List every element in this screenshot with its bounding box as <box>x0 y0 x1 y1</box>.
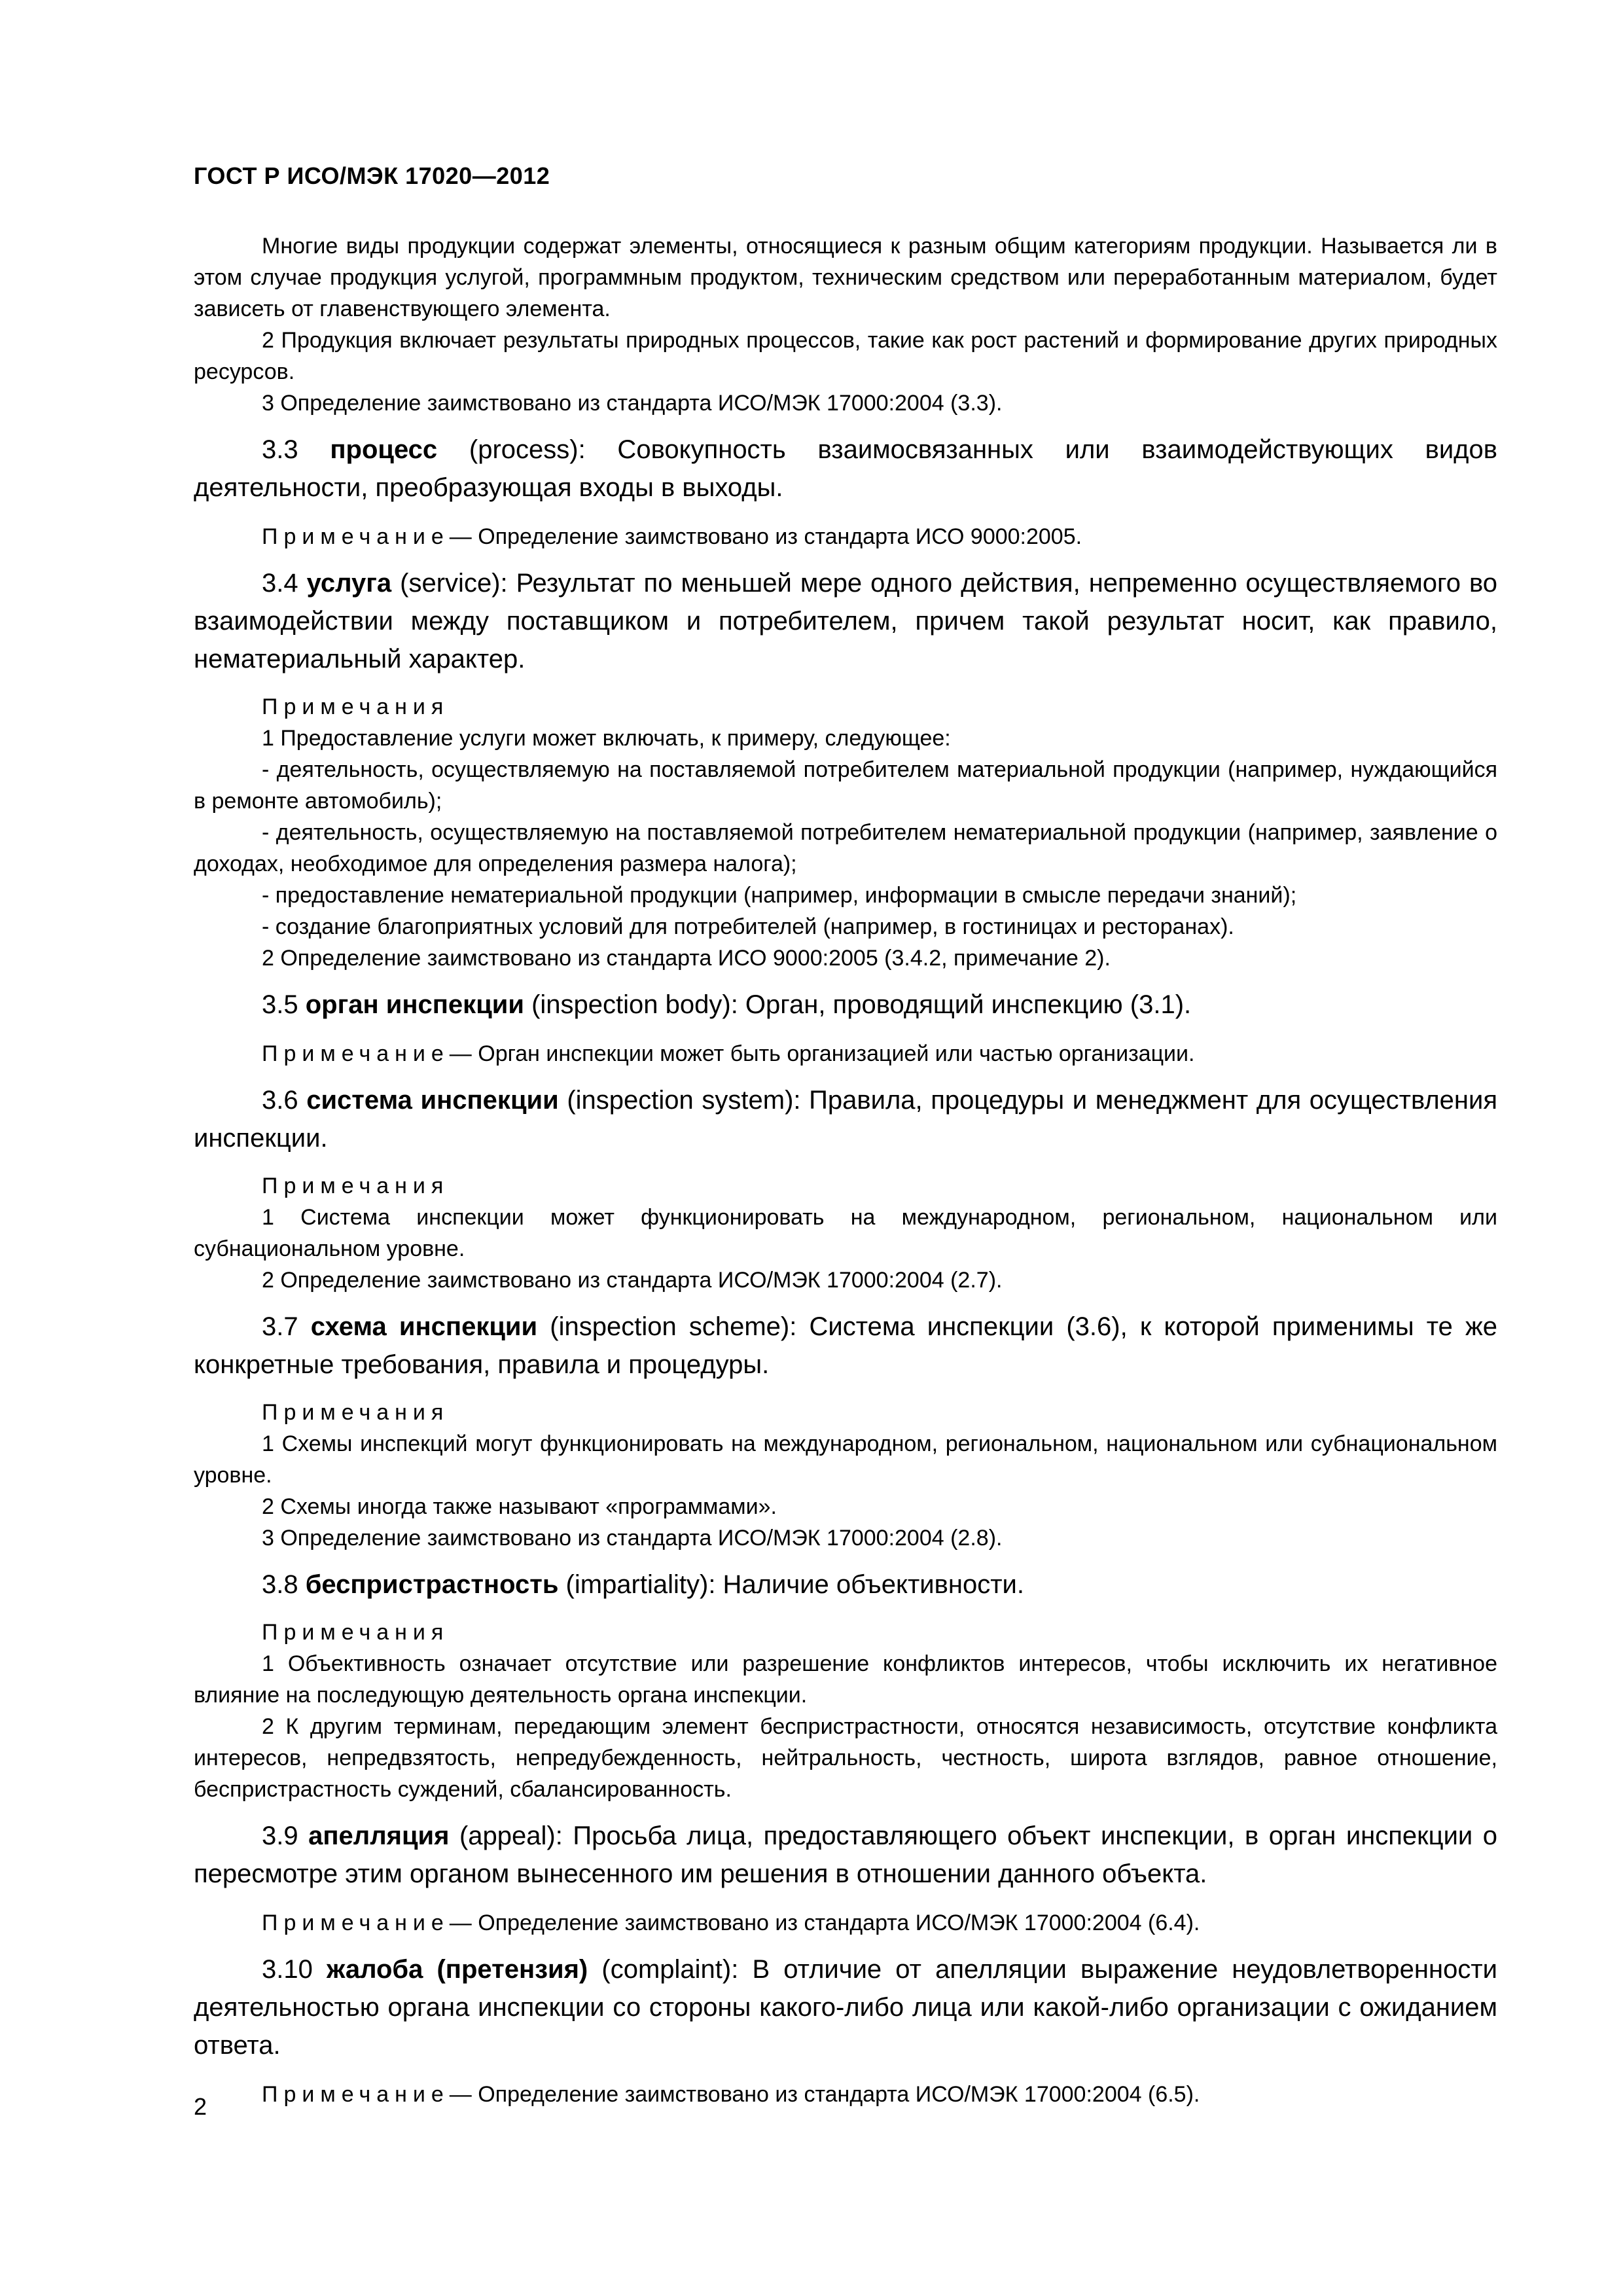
term-number: 3.9 <box>262 1821 309 1850</box>
note-3-7-1: 1 Схемы инспекций могут функционировать на международном, региональном, национальном или субнациональном уровне. <box>194 1431 1497 1488</box>
term-definition: (inspection system): Правила, процедуры и менеджмент для осуществления инспекции. <box>194 1086 1497 1153</box>
note-text: — Определение заимствовано из стандарта ИСО/МЭК 17000:2004 (6.5). <box>449 2082 1200 2107</box>
term-3-3 <box>194 431 1497 507</box>
note-3-4-bullet-1: - деятельность, осуществляемую на поставляемой потребителем материальной продукции (например, нуждающийся в ремонте автомобиль); <box>194 757 1497 814</box>
note-label: Примечание <box>262 2082 450 2107</box>
term-3-7 <box>194 1308 1497 1384</box>
intro-paragraph-2: 2 Продукция включает результаты природных процессов, такие как рост растений и формирование других природных ресурсов. <box>194 328 1497 384</box>
note-3-3 <box>194 521 1497 552</box>
notes-heading-3-4: Примечания <box>262 694 450 719</box>
term-name: схема инспекции <box>310 1312 538 1341</box>
term-number: 3.7 <box>262 1312 311 1341</box>
note-text: — Орган инспекции может быть организацией или частью организации. <box>449 1041 1195 1066</box>
note-3-5 <box>194 1038 1497 1069</box>
term-name: жалоба (претензия) <box>326 1955 588 1984</box>
term-number: 3.10 <box>262 1955 327 1984</box>
note-3-8-2: 2 К другим терминам, передающим элемент беспристрастности, относятся независимость, отсутствие конфликта интересов, непредвзятость, непредубежденность, нейтральность, честность, широта взглядов, равное отношение, беспристрастность суждений, сбалансированность. <box>194 1714 1497 1802</box>
term-3-6 <box>194 1081 1497 1157</box>
term-name: процесс <box>330 435 438 464</box>
note-3-4-bullet-3: - предоставление нематериальной продукции (например, информации в смысле передачи знаний); <box>262 883 1297 908</box>
term-number: 3.4 <box>262 569 307 598</box>
notes-heading-3-6: Примечания <box>262 1174 450 1198</box>
document-body <box>194 230 1497 2110</box>
term-definition: (appeal): Просьба лица, предоставляющего объект инспекции, в орган инспекции о пересмотре этим органом вынесенного им решения в отношении данного объекта. <box>194 1821 1498 1888</box>
note-3-10 <box>194 2079 1497 2110</box>
term-name: услуга <box>306 569 392 598</box>
term-definition: (inspection scheme): Система инспекции (3.6), к которой применимы те же конкретные требования, правила и процедуры. <box>194 1312 1497 1379</box>
term-name: орган инспекции <box>305 990 524 1019</box>
page-number: 2 <box>194 2093 207 2120</box>
term-name: система инспекции <box>306 1086 559 1115</box>
term-3-9 <box>194 1817 1497 1893</box>
term-definition: (process): Совокупность взаимосвязанных или взаимодействующих видов деятельности, преобразующая входы в выходы. <box>194 435 1498 502</box>
document-header: ГОСТ Р ИСО/МЭК 17020—2012 <box>194 162 550 189</box>
term-number: 3.5 <box>262 990 306 1019</box>
note-3-7-2: 2 Схемы иногда также называют «программами». <box>262 1494 777 1519</box>
note-label: Примечание <box>262 1910 450 1935</box>
notes-heading-3-7: Примечания <box>262 1400 450 1425</box>
note-label: Примечание <box>262 524 450 549</box>
term-definition: (complaint): В отличие от апелляции выражение неудовлетворенности деятельностью органа инспекции со стороны какого-либо лица или какой-либо организации с ожиданием ответа. <box>194 1955 1497 2060</box>
term-name: апелляция <box>308 1821 450 1850</box>
term-3-4 <box>194 564 1497 678</box>
term-number: 3.8 <box>262 1570 306 1599</box>
note-text: — Определение заимствовано из стандарта ИСО 9000:2005. <box>449 524 1082 549</box>
term-number: 3.3 <box>262 435 330 464</box>
note-3-4-1: 1 Предоставление услуги может включать, к примеру, следующее: <box>262 726 951 751</box>
term-3-8 <box>194 1566 1497 1604</box>
note-3-8-1: 1 Объективность означает отсутствие или разрешение конфликтов интересов, чтобы исключить их негативное влияние на последующую деятельность органа инспекции. <box>194 1651 1497 1708</box>
term-3-10 <box>194 1950 1497 2064</box>
term-definition: (impartiality): Наличие объективности. <box>558 1570 1024 1599</box>
term-number: 3.6 <box>262 1086 307 1115</box>
term-3-5 <box>194 986 1497 1024</box>
note-label: Примечание <box>262 1041 450 1066</box>
note-3-4-bullet-2: - деятельность, осуществляемую на поставляемой потребителем нематериальной продукции (например, заявление о доходах, необходимое для определения размера налога); <box>194 820 1497 876</box>
term-definition: (inspection body): Орган, проводящий инспекцию (3.1). <box>524 990 1192 1019</box>
term-name: беспристрастность <box>305 1570 559 1599</box>
note-3-6-2: 2 Определение заимствовано из стандарта ИСО/МЭК 17000:2004 (2.7). <box>262 1268 1003 1293</box>
term-definition: (service): Результат по меньшей мере одного действия, непременно осуществляемого во взаимодействии между поставщиком и потребителем, причем такой результат носит, как правило, нематериальный характер. <box>194 569 1497 673</box>
note-3-7-3: 3 Определение заимствовано из стандарта ИСО/МЭК 17000:2004 (2.8). <box>262 1526 1003 1551</box>
intro-paragraph-3: 3 Определение заимствовано из стандарта ИСО/МЭК 17000:2004 (3.3). <box>262 391 1003 416</box>
note-3-4-bullet-4: - создание благоприятных условий для потребителей (например, в гостиницах и ресторанах). <box>262 914 1234 939</box>
intro-paragraph-1: Многие виды продукции содержат элементы, относящиеся к разным общим категориям продукции. Называется ли в этом случае продукция услугой, программным продуктом, техническим средством или переработанным материалом, будет зависеть от главенствующего элемента. <box>194 234 1497 321</box>
note-3-9 <box>194 1907 1497 1939</box>
notes-heading-3-8: Примечания <box>262 1620 450 1645</box>
note-3-6-1: 1 Система инспекции может функционировать на международном, региональном, национальном или субнациональном уровне. <box>194 1205 1497 1261</box>
note-3-4-2: 2 Определение заимствовано из стандарта ИСО 9000:2005 (3.4.2, примечание 2). <box>262 946 1111 971</box>
note-text: — Определение заимствовано из стандарта ИСО/МЭК 17000:2004 (6.4). <box>449 1910 1200 1935</box>
